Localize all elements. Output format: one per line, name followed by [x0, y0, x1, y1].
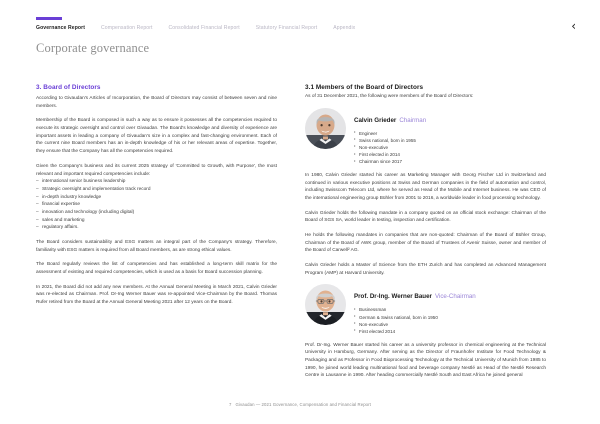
board-member-name: Calvin Grieder: [354, 116, 397, 124]
paragraph-required-competencies-intro: Given the Company's business and its current 2025 strategy of 'Committed to Growth, with Purpose', the most relevant and important required competencies include:: [36, 163, 277, 177]
nav-tab-label: Consolidated Financial Report: [168, 25, 240, 31]
paragraph-skill-matrix: The Board regularly reviews the list of competencies and has established a long-term skill matrix for the assessment of existing and required competencies, which is used as a basis for Board succession planning.: [36, 262, 277, 276]
nav-tab-label: Statutory Financial Report: [255, 25, 318, 31]
board-member-name: Prof. Dr-Ing. Werner Bauer: [354, 293, 432, 301]
nav-tab-consolidated-financial-report[interactable]: [169, 25, 240, 33]
board-member-details: [354, 284, 546, 334]
board-member-facts: [354, 306, 546, 334]
list-item: – international senior business leadership: [36, 178, 277, 186]
list-item: – in-depth industry knowledge: [36, 194, 277, 202]
paragraph-grieder-education: Calvin Grieder holds a Master of Science from the ETH Zurich and has completed an Advanced Management Program (AMP) at Harvard University.: [305, 263, 546, 276]
list-item: – regulatory affairs.: [36, 224, 277, 232]
board-member-card: [305, 284, 546, 334]
section-heading-board-of-directors: 3. Board of Directors: [36, 84, 101, 91]
paragraph-grieder-nonquoted-mandates: He holds the following mandates in companies that are non-quoted: Chairman of the Board of Bühler Group, Chairman of the Board of AWK group, member of the Board of Trustees of Avenir Suisse, owner and member of the Board of Carwell² AG.: [305, 233, 546, 254]
paragraph-grieder-quoted-mandates: Calvin Grieder holds the following mandate in a company quoted on an official stock exchange: Chairman of the Board of SGS SA, world leader in testing, inspection and certification.: [305, 210, 546, 224]
list-item: – innovation and technology (including digital): [36, 209, 277, 217]
nav-tab-list: [36, 25, 571, 33]
competencies-list: [36, 178, 277, 232]
nav-tab-label: Compensation Report: [101, 25, 153, 31]
nav-tab-statutory-financial-report[interactable]: [256, 25, 318, 33]
nav-tab-compensation-report[interactable]: [101, 25, 153, 33]
list-item: • Non-executive: [354, 321, 546, 328]
paragraph-articles-of-incorporation: According to Givaudan's Articles of Incorporation, the Board of Directors may consist of between seven and nine members.: [36, 96, 277, 109]
list-item: • Chairman since 2017: [354, 158, 546, 165]
portrait-icon: [305, 284, 346, 325]
page-footer: [0, 402, 600, 407]
board-member-heading: [354, 109, 546, 127]
list-item: • First elected 2014: [354, 328, 546, 335]
paragraph-bauer-career: Prof. Dr-Ing. Werner Bauer started his career as a university professor in chemical engineering at the Technical University in Hamburg, Germany. After serving as the Director of Fraunhofer Institute for Food Technology & Packaging and as Professor in Food Bioprocessing Technology at the Technical University of Munich from 1985 to 1990, he joined world leading multinational food and beverage company Nestlé as Head of the Nestlé Research Centre in Lausanne in 1990. After heading commercially Nestlé South and East Africa he joined general: [305, 342, 546, 379]
avatar: [305, 108, 346, 149]
list-item: – Strategic oversight and implementation track record: [36, 186, 277, 194]
list-item: • Swiss national, born in 1955: [354, 137, 546, 144]
paragraph-grieder-career: In 1980, Calvin Grieder started his career as Marketing Manager with Georg Fischer Ltd in Switzerland and continued in various executive positions at Swiss and German companies in the field of automation and control, including Swisscom Telecom Ltd, where he served as Head of the Mobile and Internet business. He was CEO of the international engineering group Bühler from 2001 to 2016, a worldwide leader in food processing technology.: [305, 172, 546, 201]
chevron-left-icon[interactable]: ‹: [571, 19, 576, 33]
footer-text: Givaudan — 2021 Governance, Compensation and Financial Report: [235, 402, 371, 407]
list-item: – financial expertise: [36, 201, 277, 209]
list-item: • German & Swiss national, born in 1950: [354, 314, 546, 321]
avatar: [305, 284, 346, 325]
nav-tab-label: Appendix: [333, 25, 356, 31]
paragraph-board-membership: Membership of the Board is composed in such a way as to ensure it possesses all the competencies required to execute its strategic oversight and control over Givaudan. The Board's knowledge and diversity of experience are important assets in leading a company of Givaudan's size in a complex and fast-changing environment. Each of the current nine Board members has an in-depth knowledge of his or her relevant areas of expertise. Together, they ensure that the Company has all the competencies required.: [36, 118, 277, 155]
paragraph-members-asof: As of 31 December 2021, the following were members of the Board of Directors:: [305, 94, 474, 99]
paragraph-esg-matters: The Board considers sustainability and ESG matters an integral part of the Company's strategy. Therefore, familiarity with ESG matters is required from all Board members, as are strong ethical values.: [36, 240, 277, 253]
board-member-facts: [354, 130, 546, 165]
left-column: [36, 84, 277, 387]
list-item: • Engineer: [354, 130, 546, 137]
board-member-role: Vice-Chairman: [434, 293, 476, 301]
top-navigation: [0, 0, 600, 33]
section-heading-members: 3.1 Members of the Board of Directors: [305, 84, 424, 91]
right-column: [305, 84, 546, 387]
page-number: 7: [229, 402, 232, 407]
page-title: Corporate governance: [36, 41, 150, 55]
nav-tab-appendix[interactable]: [333, 25, 355, 33]
board-member-heading: [354, 285, 546, 303]
active-tab-marker: [36, 17, 62, 20]
list-item: • First elected in 2014: [354, 151, 546, 158]
list-item: – sales and marketing: [36, 217, 277, 225]
list-item: • Businessman: [354, 306, 546, 313]
paragraph-2021-board-changes: In 2021, the Board did not add any new members. At the Annual General Meeting in March 2021, Calvin Grieder was re-elected as Chairman. Prof. Dr-Ing Werner Bauer was re-appointed Vice-Chairman by the Board. Thomas Rufer retired from the Board at the Annual General Meeting 2021 after 12 years on the Board.: [36, 284, 277, 306]
portrait-icon: [305, 108, 346, 149]
nav-tab-label: Governance Report: [36, 25, 86, 31]
document-body: [36, 84, 564, 387]
nav-tab-governance-report[interactable]: [36, 25, 85, 33]
board-member-card: [305, 108, 546, 165]
list-item: • Non-executive: [354, 144, 546, 151]
board-member-role: Chairman: [399, 116, 427, 124]
board-member-details: [354, 108, 546, 165]
